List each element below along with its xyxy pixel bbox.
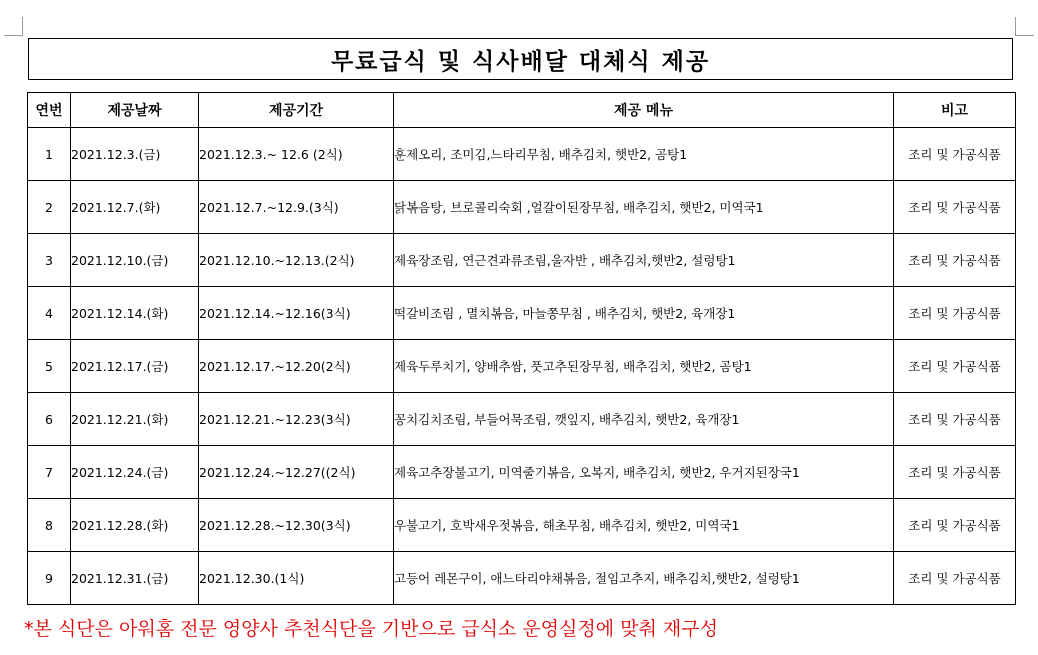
table-row [28, 393, 1016, 446]
cell-menu: 닭볶음탕, 브로콜리숙회 ,얼갈이된장무침, 배추김치, 햇반2, 미역국1 [394, 181, 894, 234]
cell-period: 2021.12.10.~12.13.(2식) [199, 234, 394, 287]
cell-date: 2021.12.21.(화) [71, 393, 199, 446]
cell-date: 2021.12.17.(금) [71, 340, 199, 393]
cell-menu: 훈제오리, 조미김,느타리무침, 배추김치, 햇반2, 곰탕1 [394, 128, 894, 181]
cell-no: 2 [28, 181, 71, 234]
cell-date: 2021.12.3.(금) [71, 128, 199, 181]
document-title: 무료급식 및 식사배달 대체식 제공 [330, 48, 711, 75]
cell-menu: 고등어 레몬구이, 애느타리야채볶음, 절임고추지, 배추김치,햇반2, 설렁탕1 [394, 552, 894, 605]
cell-note: 조리 및 가공식품 [894, 287, 1016, 340]
header-note: 비고 [894, 93, 1016, 128]
cell-note: 조리 및 가공식품 [894, 234, 1016, 287]
cell-period: 2021.12.24.~12.27((2식) [199, 446, 394, 499]
table-row [28, 181, 1016, 234]
cell-note: 조리 및 가공식품 [894, 499, 1016, 552]
header-date: 제공날짜 [71, 93, 199, 128]
header-period: 제공기간 [199, 93, 394, 128]
cell-menu: 떡갈비조림 , 멸치볶음, 마늘쫑무침 , 배추김치, 햇반2, 육개장1 [394, 287, 894, 340]
header-menu: 제공 메뉴 [394, 93, 894, 128]
cell-period: 2021.12.7.~12.9.(3식) [199, 181, 394, 234]
cell-no: 3 [28, 234, 71, 287]
title-box [28, 38, 1013, 80]
page-corner-mark-right [1015, 17, 1034, 36]
header-no: 연번 [28, 93, 71, 128]
cell-period: 2021.12.14.~12.16(3식) [199, 287, 394, 340]
cell-no: 7 [28, 446, 71, 499]
cell-no: 8 [28, 499, 71, 552]
cell-note: 조리 및 가공식품 [894, 446, 1016, 499]
cell-period: 2021.12.17.~12.20(2식) [199, 340, 394, 393]
footnote: *본 식단은 아워홈 전문 영양사 추천식단을 기반으로 급식소 운영실정에 맞춰 재구성 [24, 618, 718, 640]
cell-period: 2021.12.30.(1식) [199, 552, 394, 605]
cell-date: 2021.12.31.(금) [71, 552, 199, 605]
page-corner-mark-left [4, 17, 23, 36]
cell-date: 2021.12.14.(화) [71, 287, 199, 340]
cell-date: 2021.12.28.(화) [71, 499, 199, 552]
cell-date: 2021.12.7.(화) [71, 181, 199, 234]
cell-period: 2021.12.21.~12.23(3식) [199, 393, 394, 446]
cell-menu: 우불고기, 호박새우젓볶음, 해초무침, 배추김치, 햇반2, 미역국1 [394, 499, 894, 552]
meal-table [27, 92, 1016, 605]
cell-no: 9 [28, 552, 71, 605]
cell-no: 1 [28, 128, 71, 181]
table-row [28, 552, 1016, 605]
cell-no: 5 [28, 340, 71, 393]
table-header-row [28, 93, 1016, 128]
cell-note: 조리 및 가공식품 [894, 340, 1016, 393]
cell-no: 4 [28, 287, 71, 340]
table-row [28, 340, 1016, 393]
cell-note: 조리 및 가공식품 [894, 181, 1016, 234]
cell-date: 2021.12.10.(금) [71, 234, 199, 287]
cell-menu: 제육두루치기, 양배추쌈, 풋고추된장무침, 배추김치, 햇반2, 곰탕1 [394, 340, 894, 393]
cell-note: 조리 및 가공식품 [894, 393, 1016, 446]
cell-note: 조리 및 가공식품 [894, 552, 1016, 605]
cell-menu: 꽁치김치조림, 부들어묵조림, 깻잎지, 배추김치, 햇반2, 육개장1 [394, 393, 894, 446]
cell-period: 2021.12.28.~12.30(3식) [199, 499, 394, 552]
cell-menu: 제육장조림, 연근견과류조림,울자반 , 배추김치,햇반2, 설렁탕1 [394, 234, 894, 287]
cell-no: 6 [28, 393, 71, 446]
table-row [28, 234, 1016, 287]
table-row [28, 446, 1016, 499]
cell-period: 2021.12.3.~ 12.6 (2식) [199, 128, 394, 181]
cell-note: 조리 및 가공식품 [894, 128, 1016, 181]
cell-date: 2021.12.24.(금) [71, 446, 199, 499]
table-row [28, 499, 1016, 552]
table-row [28, 128, 1016, 181]
table-row [28, 287, 1016, 340]
cell-menu: 제육고추장불고기, 미역줄기볶음, 오복지, 배추김치, 햇반2, 우거지된장국1 [394, 446, 894, 499]
